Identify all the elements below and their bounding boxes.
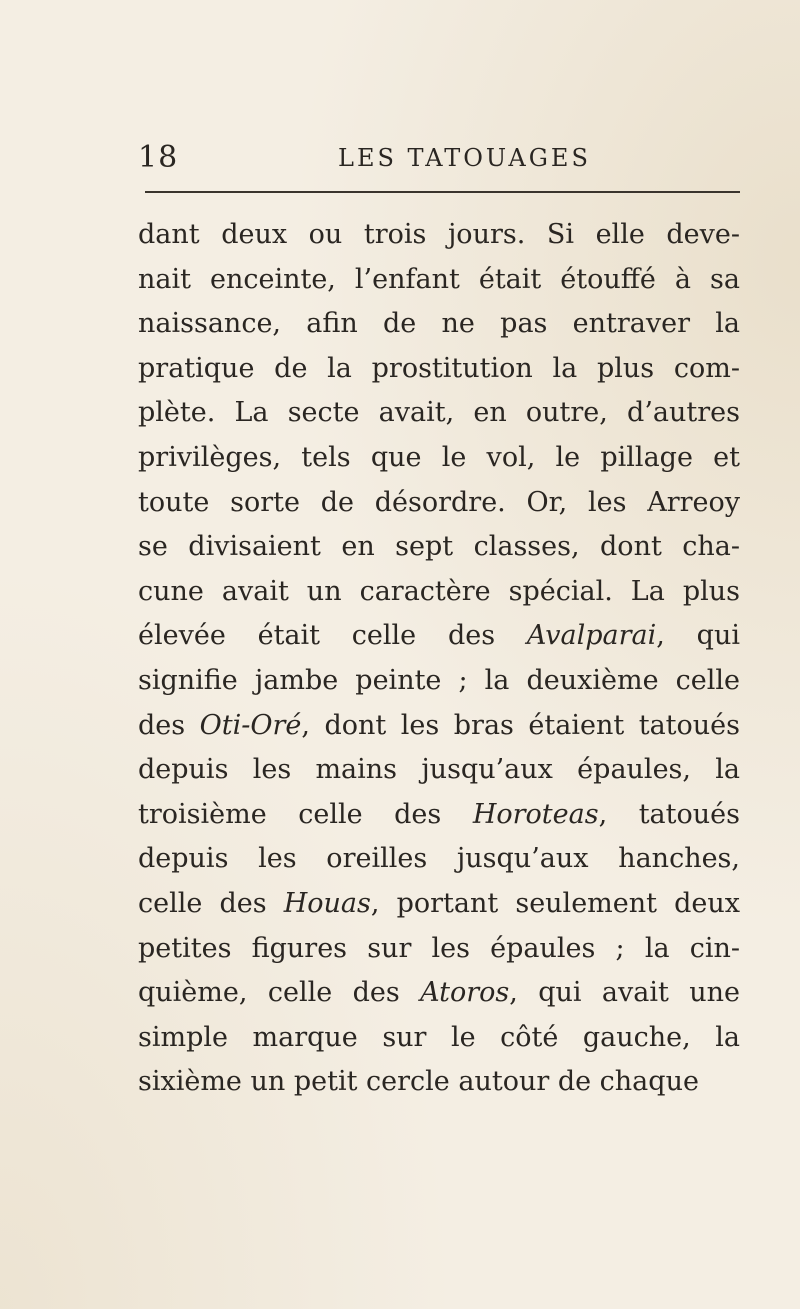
text-line: [138, 391, 740, 436]
text-line: [138, 570, 740, 615]
text-segment: simple marque sur le côté gauche, la: [138, 1021, 740, 1053]
text-segment: , qui: [656, 620, 740, 652]
text-segment: celle des: [138, 887, 284, 919]
italic-term: Avalparai: [526, 620, 657, 652]
text-line: [138, 882, 740, 927]
text-segment: se divisaient en sept classes, dont cha-: [138, 531, 740, 563]
text-line: [138, 302, 740, 347]
body-text: [138, 213, 740, 1105]
text-segment: sixième un petit cercle autour de chaque: [138, 1066, 699, 1098]
text-segment: privilèges, tels que le vol, le pillage et: [138, 441, 740, 473]
text-line: [138, 1060, 740, 1105]
page-header: [138, 140, 743, 180]
text-segment: des: [138, 709, 200, 741]
text-line: [138, 704, 740, 749]
text-segment: dant deux ou trois jours. Si elle deve-: [138, 219, 740, 250]
text-line: [138, 971, 740, 1016]
text-line: [138, 659, 740, 704]
text-line: [138, 481, 740, 526]
italic-term: Oti-Oré: [199, 709, 302, 741]
page-number: 18: [138, 140, 179, 175]
text-segment: quième, celle des: [138, 977, 421, 1009]
text-segment: élevée était celle des: [138, 620, 527, 652]
header-rule: [145, 191, 740, 193]
text-line: [138, 927, 740, 972]
text-line: [138, 525, 740, 570]
text-segment: toute sorte de désordre. Or, les Arreoy: [138, 486, 740, 518]
text-line: [138, 748, 740, 793]
text-line: [138, 1016, 740, 1061]
text-segment: , qui avait une: [509, 977, 741, 1009]
text-line: [138, 793, 740, 838]
text-segment: troisième celle des: [138, 798, 473, 830]
text-segment: cune avait un caractère spécial. La plus: [138, 575, 740, 607]
italic-term: Atoros: [420, 977, 510, 1009]
italic-term: Houas: [283, 887, 371, 919]
text-line: [138, 614, 740, 659]
text-segment: , tatoués: [598, 798, 740, 830]
text-line: [138, 436, 740, 481]
running-head: LES TATOUAGES: [338, 144, 591, 172]
text-line: [138, 837, 740, 882]
text-line: [138, 213, 740, 258]
text-line: [138, 258, 740, 303]
italic-term: Horoteas: [472, 798, 599, 830]
text-segment: signifie jambe peinte ; la deuxième celle: [138, 664, 740, 696]
text-segment: petites figures sur les épaules ; la cin-: [138, 932, 740, 964]
text-segment: , dont les bras étaient tatoués: [301, 709, 740, 741]
text-segment: depuis les oreilles jusqu’aux hanches,: [138, 843, 740, 875]
text-segment: pratique de la prostitution la plus com-: [138, 352, 740, 384]
text-line: [138, 347, 740, 392]
text-segment: plète. La secte avait, en outre, d’autres: [138, 397, 740, 429]
text-segment: , portant seulement deux: [370, 887, 740, 919]
text-segment: nait enceinte, l’enfant était étouffé à sa: [138, 263, 740, 295]
text-segment: depuis les mains jusqu’aux épaules, la: [138, 754, 740, 786]
text-segment: naissance, afin de ne pas entraver la: [138, 308, 740, 340]
